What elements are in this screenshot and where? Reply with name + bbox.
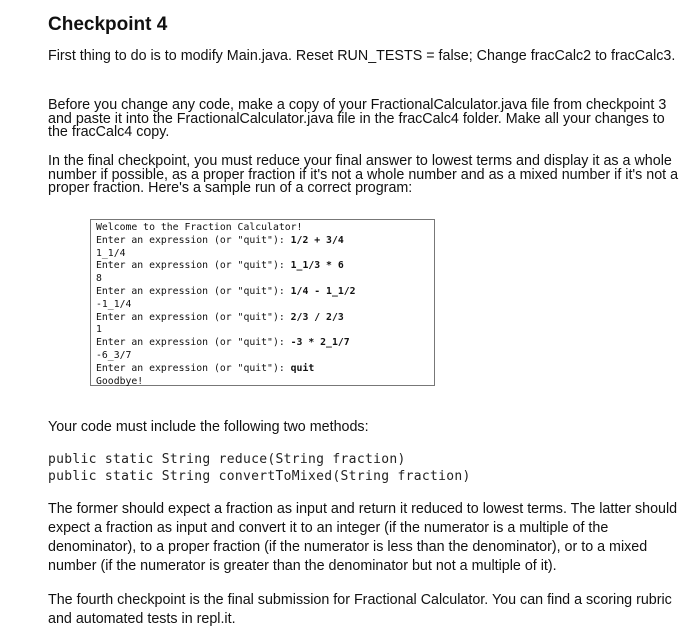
method-signatures — [48, 451, 471, 485]
terminal-prompt: Enter an expression (or "quit"): — [96, 362, 291, 374]
instruction-paragraph-6: The fourth checkpoint is the final submission for Fractional Calculator. You can find a scoring rubric and automated tests in repl.it. — [48, 592, 672, 627]
sample-run-terminal — [90, 219, 435, 386]
terminal-prompt-line — [96, 312, 429, 325]
terminal-prompt-line — [96, 286, 429, 299]
page-title: Checkpoint 4 — [48, 14, 168, 35]
terminal-output-line: 1 — [96, 324, 102, 336]
terminal-input: quit — [290, 362, 315, 374]
terminal-input: 2/3 / 2/3 — [290, 311, 344, 323]
instruction-paragraph-4: Your code must include the following two methods: — [48, 419, 369, 435]
terminal-prompt: Enter an expression (or "quit"): — [96, 311, 291, 323]
terminal-output-line: 1_1/4 — [96, 247, 126, 259]
instruction-paragraph-1: First thing to do is to modify Main.java. Reset RUN_TESTS = false; Change fracCalc2 to fracCalc3. — [48, 48, 676, 64]
terminal-output-line: -1_1/4 — [96, 298, 132, 310]
instruction-paragraph-3: In the final checkpoint, you must reduce your final answer to lowest terms and display it as a whole number if possible, as a proper fraction if it's not a whole number and as a mixed number if it's not a proper fraction. Here's a sample run of a correct program: — [48, 153, 679, 196]
instruction-paragraph-2: Before you change any code, make a copy of your FractionalCalculator.java file from checkpoint 3 and paste it into the FractionalCalculator.java file in the fracCalc4 folder. Make all your changes to the fracCalc4 copy. — [48, 97, 667, 140]
terminal-prompt: Enter an expression (or "quit"): — [96, 337, 291, 349]
terminal-goodbye-line: Goodbye! — [96, 375, 144, 387]
terminal-output-line: -6_3/7 — [96, 349, 132, 361]
method-signature-reduce: public static String reduce(String fraction) — [48, 452, 406, 467]
terminal-input: -3 * 2_1/7 — [290, 337, 350, 349]
terminal-prompt: Enter an expression (or "quit"): — [96, 285, 291, 297]
terminal-prompt-line — [96, 363, 429, 376]
terminal-input: 1_1/3 * 6 — [290, 260, 344, 272]
terminal-input: 1/2 + 3/4 — [290, 234, 344, 246]
terminal-prompt-line — [96, 260, 429, 273]
terminal-prompt: Enter an expression (or "quit"): — [96, 234, 291, 246]
terminal-welcome-line: Welcome to the Fraction Calculator! — [96, 222, 303, 233]
method-signature-convert-to-mixed: public static String convertToMixed(String fraction) — [48, 469, 471, 484]
terminal-prompt-line — [96, 337, 429, 350]
terminal-prompt: Enter an expression (or "quit"): — [96, 260, 291, 272]
terminal-output-line: 8 — [96, 273, 102, 285]
terminal-input: 1/4 - 1_1/2 — [290, 285, 356, 297]
terminal-prompt-line — [96, 235, 429, 248]
instruction-paragraph-5: The former should expect a fraction as input and return it reduced to lowest terms. The latter should expect a fraction as input and convert it to an integer (if the numerator is a multiple of the denominator), to a proper fraction (if the numerator is less than the denominator), or to a mixed number (if the numerator is greater than the denominator but not a multiple of it). — [48, 501, 678, 574]
